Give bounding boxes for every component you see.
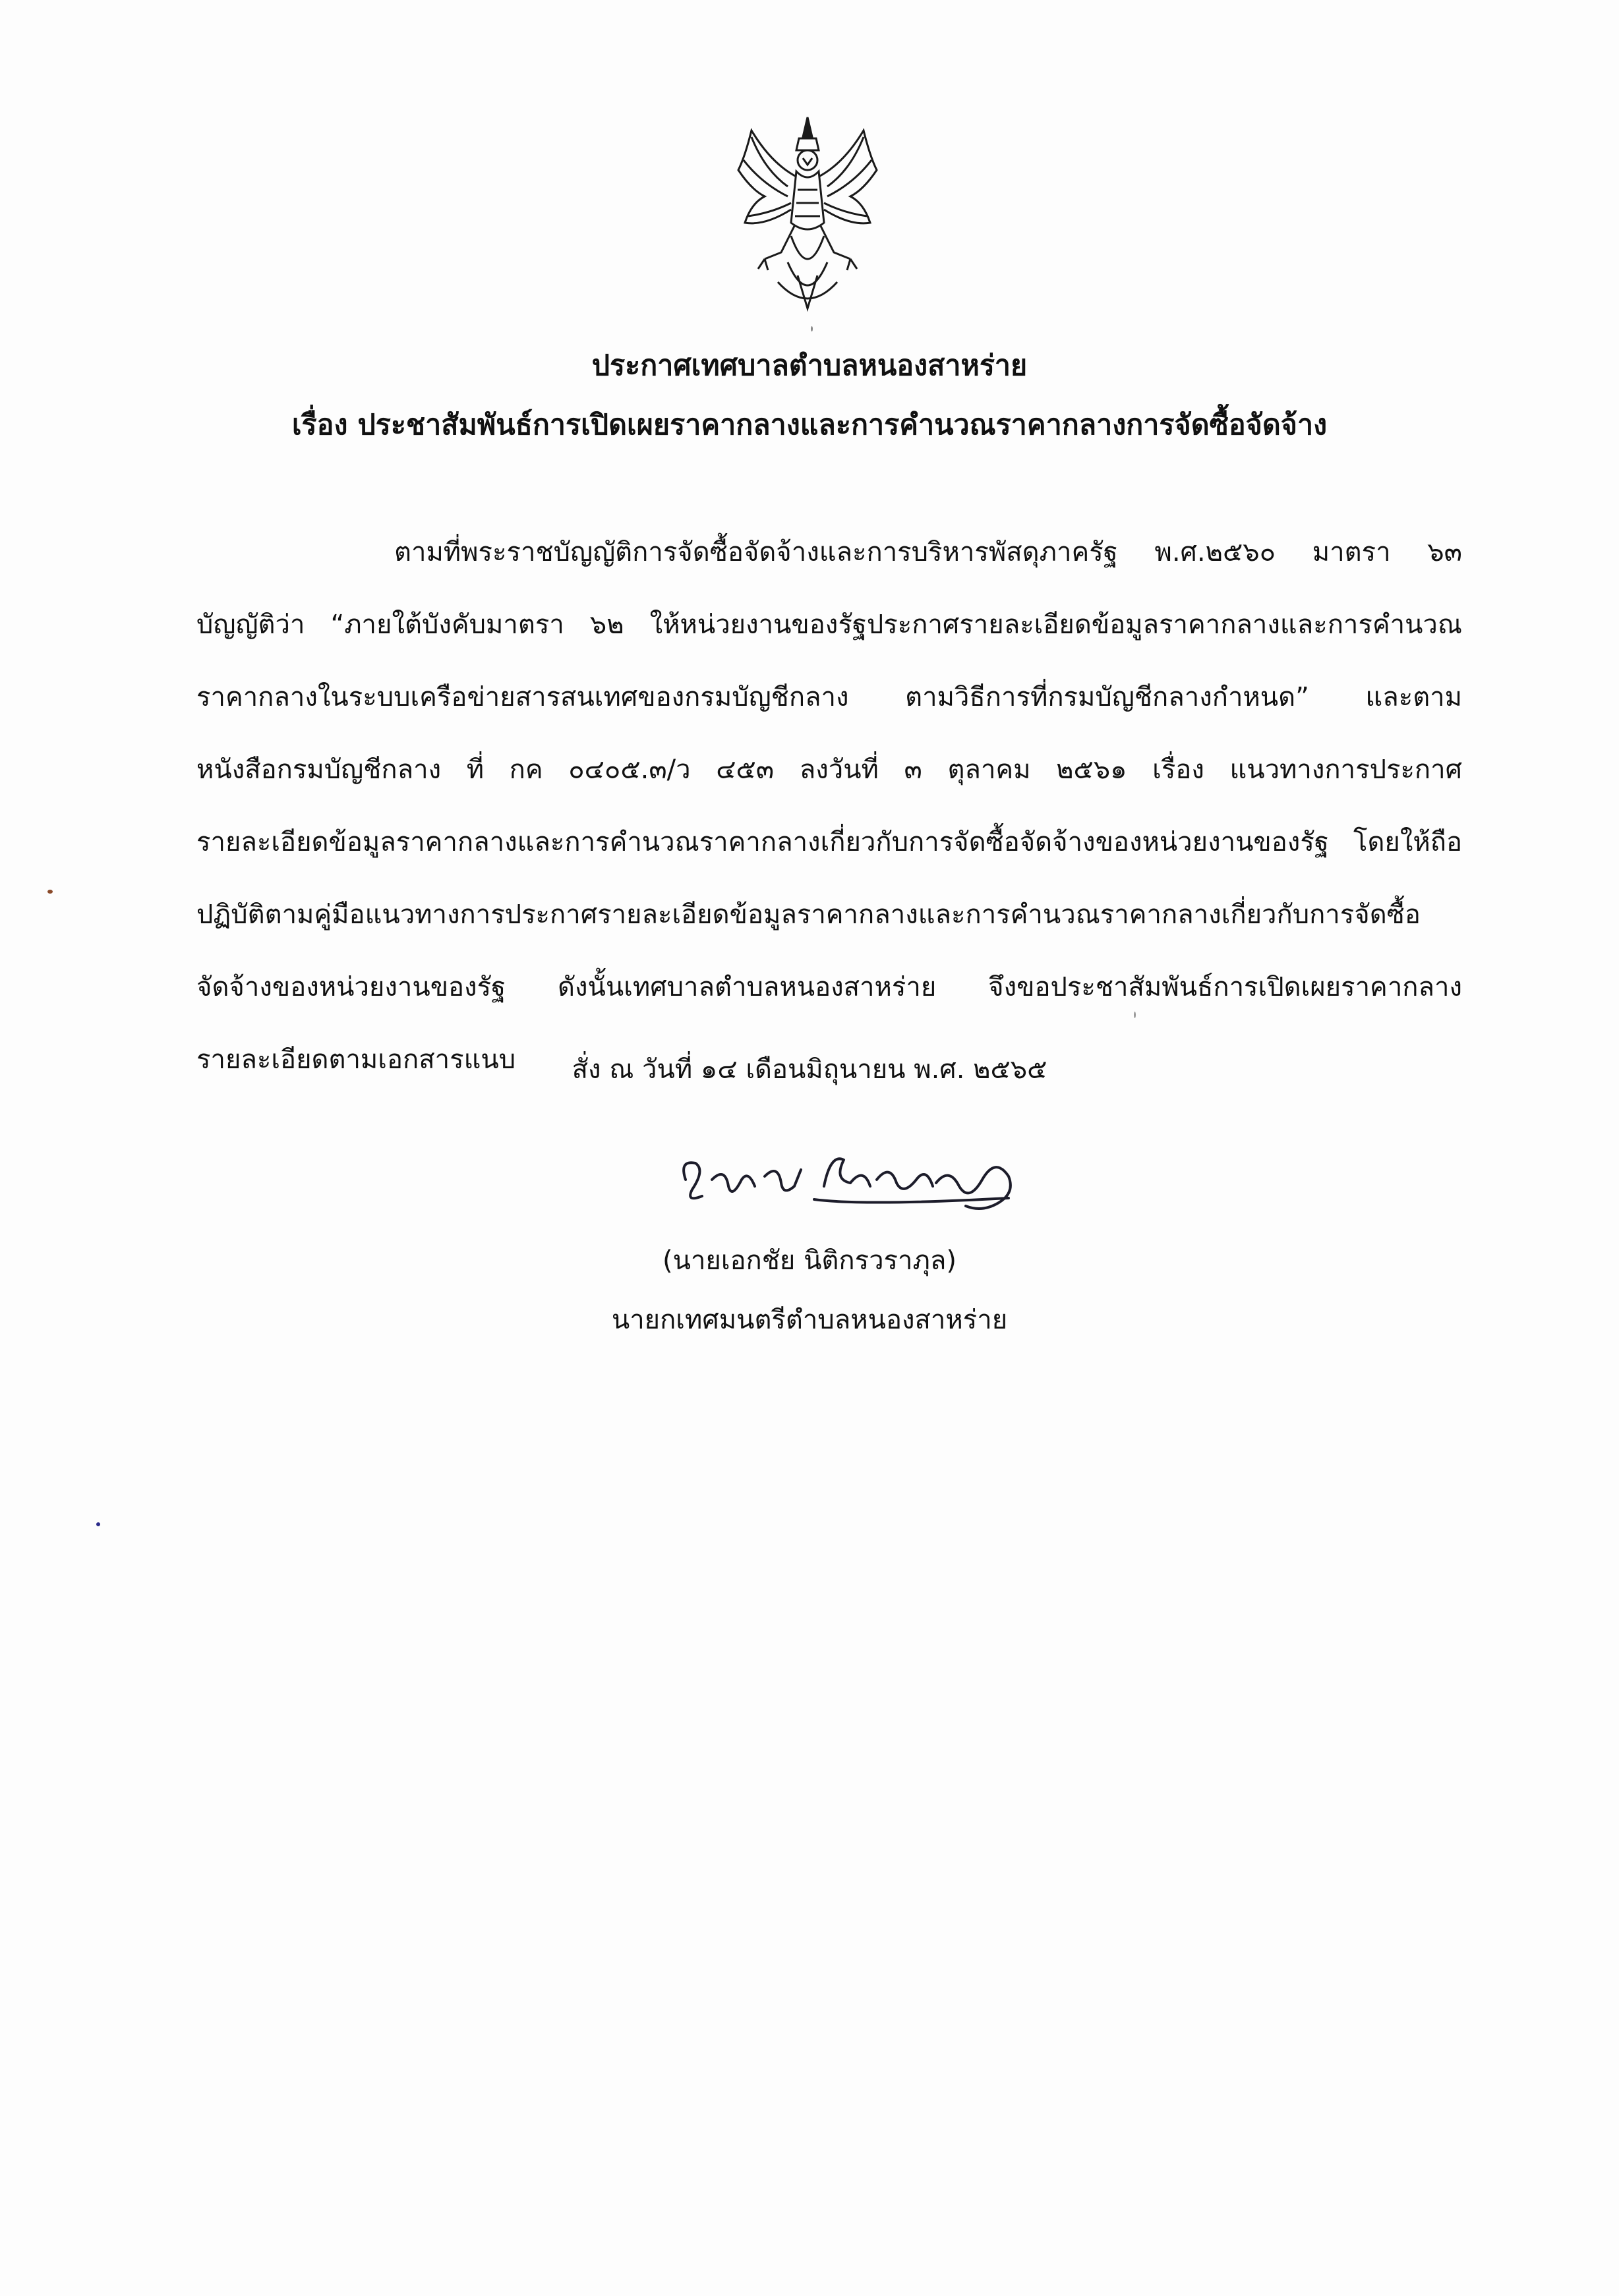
announcement-subject: เรื่อง ประชาสัมพันธ์การเปิดเผยราคากลางและการคำนวณราคากลางการจัดซื้อจัดจ้าง [291,409,1328,442]
handwritten-signature [666,1140,1035,1219]
issue-date: สั่ง ณ วันที่ ๑๔ เดือนมิถุนายน พ.ศ. ๒๕๖๕ [572,1054,1047,1085]
body-line: บัญญัติว่า “ภายใต้บังคับมาตรา ๖๒ ให้หน่วยงานของรัฐประกาศรายละเอียดข้อมูลราคากลางและการคำนวณ [196,610,1462,640]
scan-speck [47,890,53,894]
garuda-emblem-icon [725,111,890,322]
signer-position: นายกเทศมนตรีตำบลหนองสาหร่าย [611,1305,1008,1335]
body-line: ตามที่พระราชบัญญัติการจัดซื้อจัดจ้างและการบริหารพัสดุภาครัฐ พ.ศ.๒๕๖๐ มาตรา ๖๓ [394,537,1462,567]
body-line: รายละเอียดตามเอกสารแนบ [196,1045,516,1075]
body-line: ราคากลางในระบบเครือข่ายสารสนเทศของกรมบัญชีกลาง ตามวิธีการที่กรมบัญชีกลางกำหนด” และตาม [196,682,1462,712]
announcement-body [196,532,1462,1112]
scan-speck [96,1522,100,1526]
body-line: หนังสือกรมบัญชีกลาง ที่ กค ๐๔๐๕.๓/ว ๔๕๓ ลงวันที่ ๓ ตุลาคม ๒๕๖๑ เรื่อง แนวทางการประกาศ [196,755,1462,785]
scan-speck [811,326,813,331]
announcement-issuer: ประกาศเทศบาลตำบลหนองสาหร่าย [591,349,1028,382]
body-line: รายละเอียดข้อมูลราคากลางและการคำนวณราคากลางเกี่ยวกับการจัดซื้อจัดจ้างของหน่วยงานของรัฐ โดยให้ถือ [196,827,1462,857]
signer-name: (นายเอกชัย นิติกรวราภุล) [662,1246,957,1276]
body-line: ปฏิบัติตามคู่มือแนวทางการประกาศรายละเอียดข้อมูลราคากลางและการคำนวณราคากลางเกี่ยวกับการจัดซื้อ [196,900,1421,930]
body-line: จัดจ้างของหน่วยงานของรัฐ ดังนั้นเทศบาลตำบลหนองสาหร่าย จึงขอประชาสัมพันธ์การเปิดเผยราคากลาง [196,972,1462,1002]
scan-speck [1134,1012,1136,1018]
